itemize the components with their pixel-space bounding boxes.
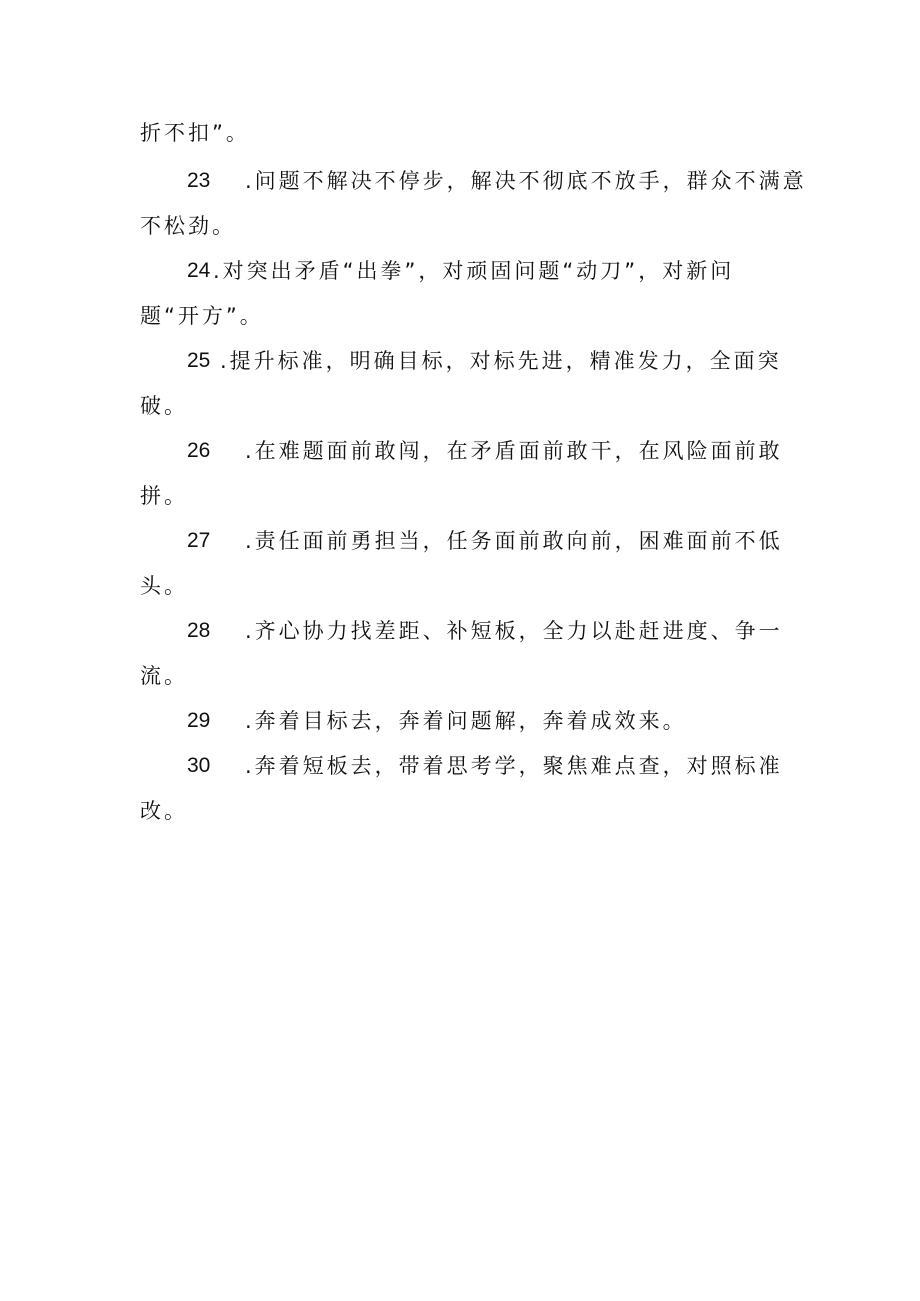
item-number: 26 [187,439,211,462]
item-text-line1: .齐心协力找差距、补短板，全力以赴赶进度、争一 [245,619,783,643]
item-number: 28 [187,619,211,642]
item-text-line2: 改。 [140,799,188,823]
item-number: 23 [187,169,211,192]
item-number: 27 [187,529,211,552]
item-number: 30 [187,754,211,777]
item-text-line2: 题“开方”。 [140,304,264,328]
item-text-line1: .责任面前勇担当，任务面前敢向前，困难面前不低 [245,529,783,553]
item-text-line1: .在难题面前敢闯，在矛盾面前敢干，在风险面前敢 [245,439,783,463]
item-text-line2: 破。 [140,394,188,418]
item-text-line2: 拼。 [140,484,188,508]
item-number: 24 [187,259,211,282]
item-text-line1: .奔着目标去，奔着问题解，奔着成效来。 [245,709,687,733]
item-text-line1: .问题不解决不停步，解决不彻底不放手，群众不满意 [245,169,807,193]
item-text-line1: .对突出矛盾“出拳”，对顽固问题“动刀”，对新问 [213,259,735,283]
item-text-line2: 流。 [140,664,188,688]
item-number: 25 [187,349,211,372]
item-text-line1: .奔着短板去，带着思考学，聚焦难点查，对照标准 [245,754,783,778]
continuation-text: 折不扣”。 [140,121,250,145]
item-text-line2: 头。 [140,574,188,598]
item-text-line2: 不松劲。 [140,214,236,238]
item-text-line1: .提升标准，明确目标，对标先进，精准发力，全面突 [220,349,782,373]
item-number: 29 [187,709,211,732]
